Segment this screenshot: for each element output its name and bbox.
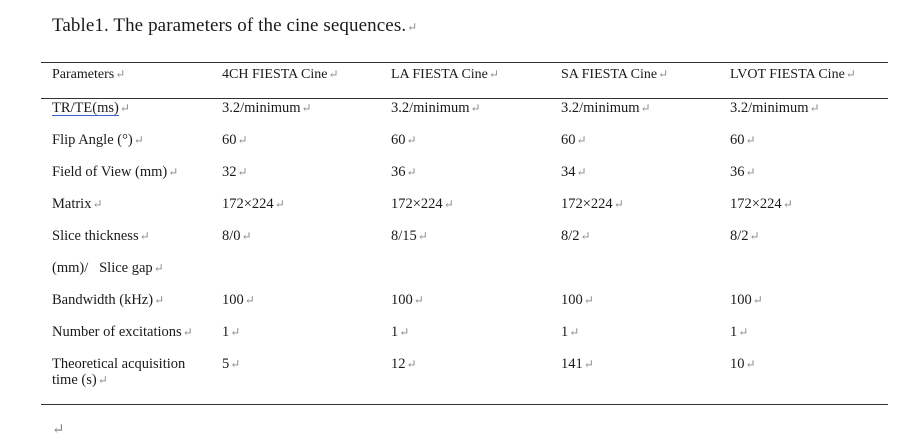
- paragraph-mark-icon: ↵: [301, 101, 312, 115]
- paragraph-mark-icon: ↵: [244, 293, 255, 307]
- paragraph-mark-icon: ↵: [417, 229, 428, 243]
- row-label-flip-angle: Flip Angle (°)↵: [52, 132, 144, 148]
- table-cell: 60↵: [730, 132, 756, 148]
- paragraph-mark-icon: ↵: [153, 261, 164, 275]
- paragraph-mark-icon: ↵: [274, 197, 285, 211]
- paragraph-mark-icon: ↵: [583, 357, 594, 371]
- row-label-slice-gap: (mm)/ Slice gap↵: [52, 260, 164, 276]
- paragraph-mark-icon: ↵: [738, 325, 749, 339]
- table-cell: 1↵: [222, 324, 241, 340]
- table-cell: 8/2↵: [730, 228, 760, 244]
- table-cell: 172×224↵: [391, 196, 454, 212]
- paragraph-mark-icon: ↵: [406, 357, 417, 371]
- table-cell: 60↵: [561, 132, 587, 148]
- paragraph-mark-icon: ↵: [443, 197, 454, 211]
- paragraph-mark-icon: ↵: [752, 293, 763, 307]
- table-cell: 100↵: [730, 292, 763, 308]
- row-label-acquisition-time: Theoretical acquisition time (s)↵: [52, 356, 186, 388]
- table-cell: 32↵: [222, 164, 248, 180]
- table-cell: 172×224↵: [730, 196, 793, 212]
- row-label-field-of-view: Field of View (mm)↵: [52, 164, 179, 180]
- paragraph-mark-icon: ↵: [97, 373, 108, 387]
- paragraph-mark-icon: ↵: [119, 101, 130, 115]
- paragraph-mark-icon: ↵: [613, 197, 624, 211]
- table-cell: 8/0↵: [222, 228, 252, 244]
- paragraph-mark-icon: ↵: [237, 133, 248, 147]
- paragraph-mark-icon: ↵: [52, 422, 65, 438]
- paragraph-mark-icon: ↵: [583, 293, 594, 307]
- paragraph-mark-icon: ↵: [230, 325, 241, 339]
- paragraph-mark-icon: ↵: [413, 293, 424, 307]
- table-caption: [52, 15, 417, 37]
- table-header-rule: [41, 98, 888, 99]
- paragraph-mark-icon: ↵: [139, 229, 150, 243]
- table-bottom-rule: [41, 404, 888, 405]
- paragraph-mark-icon: ↵: [399, 325, 410, 339]
- paragraph-mark-icon: ↵: [845, 67, 856, 81]
- table-cell: 3.2/minimum↵: [391, 100, 481, 116]
- paragraph-mark-icon: ↵: [328, 67, 339, 81]
- table-cell: 100↵: [222, 292, 255, 308]
- paragraph-mark-icon: ↵: [230, 357, 241, 371]
- paragraph-mark-icon: ↵: [569, 325, 580, 339]
- table-cell: 60↵: [391, 132, 417, 148]
- paragraph-mark-icon: ↵: [488, 67, 499, 81]
- table-cell: 100↵: [391, 292, 424, 308]
- paragraph-mark-icon: ↵: [168, 165, 179, 179]
- header-parameters: Parameters↵: [52, 67, 126, 82]
- header-4ch: 4CH FIESTA Cine↵: [222, 67, 339, 82]
- paragraph-mark-icon: ↵: [745, 357, 756, 371]
- paragraph-mark-icon: ↵: [580, 229, 591, 243]
- paragraph-mark-icon: ↵: [782, 197, 793, 211]
- paragraph-mark-icon: ↵: [407, 20, 418, 34]
- paragraph-mark-icon: ↵: [749, 229, 760, 243]
- paragraph-mark-icon: ↵: [406, 165, 417, 179]
- table-cell: 3.2/minimum↵: [561, 100, 651, 116]
- row-label-slice-thickness: Slice thickness↵: [52, 228, 150, 244]
- paragraph-mark-icon: ↵: [237, 165, 248, 179]
- paragraph-mark-icon: ↵: [133, 133, 144, 147]
- table-cell: 172×224↵: [561, 196, 624, 212]
- row-label-tr-te: TR/TE(ms)↵: [52, 100, 130, 116]
- header-sa: SA FIESTA Cine↵: [561, 67, 669, 82]
- header-la: LA FIESTA Cine↵: [391, 67, 499, 82]
- table-cell: 36↵: [391, 164, 417, 180]
- paragraph-mark-icon: ↵: [241, 229, 252, 243]
- table-cell: 3.2/minimum↵: [222, 100, 312, 116]
- table-cell: 8/2↵: [561, 228, 591, 244]
- paragraph-mark-icon: ↵: [115, 67, 126, 81]
- table-cell: 5↵: [222, 356, 241, 372]
- table-cell: 172×224↵: [222, 196, 285, 212]
- table-cell: 10↵: [730, 356, 756, 372]
- table-cell: 1↵: [561, 324, 580, 340]
- paragraph-mark-icon: ↵: [576, 165, 587, 179]
- row-label-bandwidth: Bandwidth (kHz)↵: [52, 292, 165, 308]
- paragraph-mark-icon: ↵: [640, 101, 651, 115]
- table-cell: 3.2/minimum↵: [730, 100, 820, 116]
- table-top-rule: [41, 62, 888, 63]
- table-cell: 1↵: [730, 324, 749, 340]
- table-cell: 141↵: [561, 356, 594, 372]
- table-cell: 36↵: [730, 164, 756, 180]
- paragraph-mark-icon: ↵: [745, 133, 756, 147]
- paragraph-mark-icon: ↵: [406, 133, 417, 147]
- paragraph-mark-icon: ↵: [576, 133, 587, 147]
- paragraph-mark-icon: ↵: [182, 325, 193, 339]
- row-label-excitations: Number of excitations↵: [52, 324, 193, 340]
- table-cell: 100↵: [561, 292, 594, 308]
- paragraph-mark-icon: ↵: [809, 101, 820, 115]
- caption-text: Table1. The parameters of the cine sequences.: [52, 15, 407, 36]
- table-cell: 12↵: [391, 356, 417, 372]
- header-lvot: LVOT FIESTA Cine↵: [730, 67, 856, 82]
- paragraph-mark-icon: ↵: [658, 67, 669, 81]
- paragraph-mark-icon: ↵: [745, 165, 756, 179]
- table-cell: 60↵: [222, 132, 248, 148]
- table-cell: 8/15↵: [391, 228, 428, 244]
- table-cell: 34↵: [561, 164, 587, 180]
- row-label-matrix: Matrix↵: [52, 196, 103, 212]
- table-cell: 1↵: [391, 324, 410, 340]
- paragraph-mark-icon: ↵: [92, 197, 103, 211]
- paragraph-mark-icon: ↵: [470, 101, 481, 115]
- paragraph-mark-icon: ↵: [154, 293, 165, 307]
